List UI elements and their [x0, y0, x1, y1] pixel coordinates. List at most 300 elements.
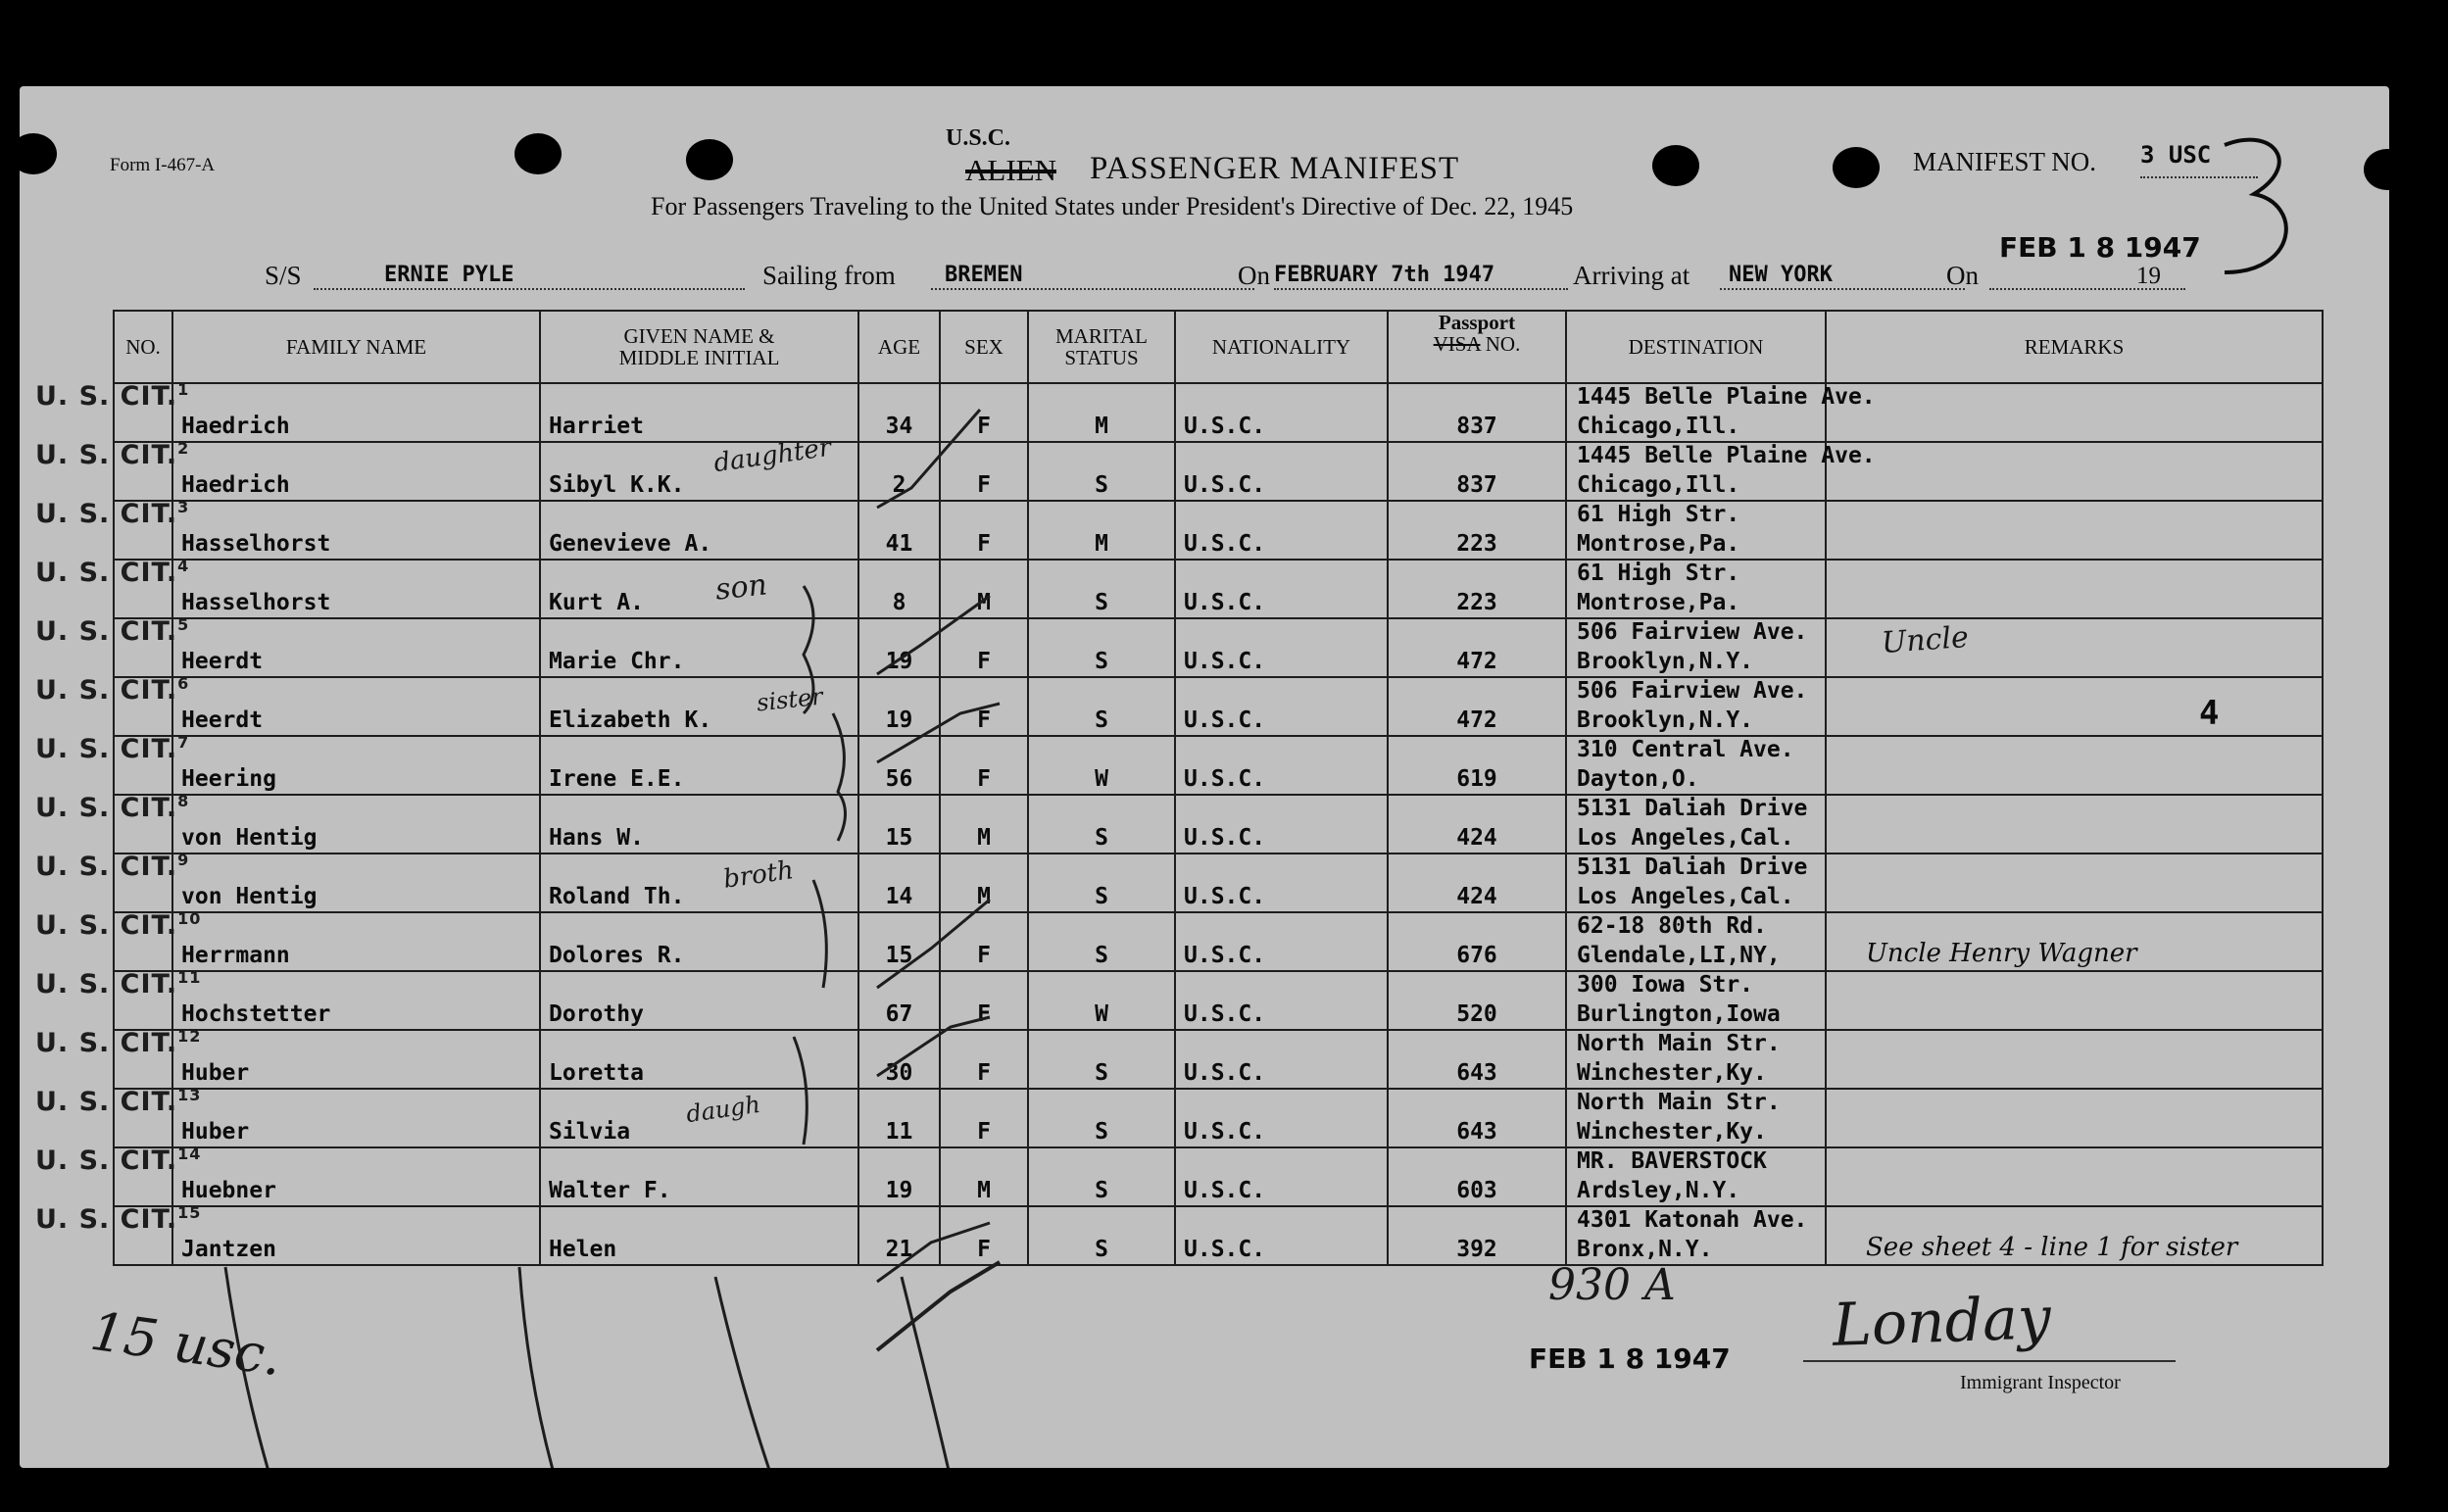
row-number: 7 — [177, 733, 190, 752]
cell-family-name — [172, 795, 540, 854]
cell-marital-text: S — [1095, 825, 1108, 851]
cell-sex-text: F — [977, 1119, 991, 1145]
col-nationality: NATIONALITY — [1175, 311, 1388, 383]
on2-label: On — [1946, 261, 1979, 290]
cell-destination — [1566, 560, 1826, 618]
citizen-marker-text: U. S. CIT. — [35, 440, 178, 470]
cell-given-name-text: Genevieve A. — [549, 531, 712, 557]
cell-marital — [1028, 736, 1175, 795]
cell-age-text: 41 — [885, 531, 913, 557]
col-no: NO. — [114, 311, 172, 383]
cell-remarks — [1826, 383, 2323, 442]
cell-remarks — [1826, 1089, 2323, 1147]
cell-sex-text: M — [977, 1178, 991, 1203]
destination-line-1: 300 Iowa Str. — [1577, 972, 1754, 998]
row-number: 12 — [177, 1027, 202, 1046]
destination-line-2: Montrose,Pa. — [1577, 590, 1740, 615]
cell-destination — [1566, 383, 1876, 442]
cell-passport — [1388, 383, 1566, 442]
cell-nationality-text: U.S.C. — [1184, 649, 1266, 674]
destination-line-2: Chicago,Ill. — [1577, 414, 1740, 439]
annotation-sister: sister — [755, 682, 824, 717]
arrival-underline — [1720, 288, 1965, 290]
destination-line-2: Glendale,LI,NY, — [1577, 943, 1781, 968]
cell-nationality-text: U.S.C. — [1184, 766, 1266, 792]
cell-passport — [1388, 442, 1566, 501]
destination-line-2: Chicago,Ill. — [1577, 472, 1740, 498]
citizen-marker — [35, 733, 189, 764]
cell-nationality — [1175, 618, 1388, 677]
cell-given-name-text: Walter F. — [549, 1178, 671, 1203]
cell-marital — [1028, 501, 1175, 560]
cell-nationality-text: U.S.C. — [1184, 590, 1266, 615]
cell-passport — [1388, 1089, 1566, 1147]
cell-age-text: 15 — [885, 825, 913, 851]
cell-remarks — [1826, 442, 2323, 501]
cell-destination — [1566, 971, 1826, 1030]
destination-line-2: Dayton,O. — [1577, 766, 1699, 792]
destination-line-1: 61 High Str. — [1577, 561, 1740, 586]
cell-marital — [1028, 912, 1175, 971]
cell-nationality — [1175, 383, 1388, 442]
cell-marital — [1028, 383, 1175, 442]
cell-passport-text: 424 — [1456, 884, 1497, 909]
cell-marital-text: M — [1095, 531, 1108, 557]
cell-marital — [1028, 1030, 1175, 1089]
table-row — [114, 1206, 2323, 1265]
cell-marital — [1028, 971, 1175, 1030]
manifest-number: 3 USC — [2140, 141, 2212, 169]
destination-line-1: 310 Central Ave. — [1577, 737, 1794, 762]
row-number: 11 — [177, 968, 202, 987]
cell-family-name — [172, 1030, 540, 1089]
cell-destination — [1566, 1030, 1826, 1089]
citizen-marker — [35, 851, 189, 882]
cell-marital-text: W — [1095, 766, 1108, 792]
punch-hole — [514, 133, 562, 174]
cell-age-text: 67 — [885, 1001, 913, 1027]
cell-given-name-text: Roland Th. — [549, 884, 685, 909]
cell-passport — [1388, 1147, 1566, 1206]
cell-age-text: 19 — [885, 1178, 913, 1203]
cell-remarks — [1826, 854, 2323, 912]
cell-family-name-text: von Hentig — [181, 825, 318, 851]
cell-passport — [1388, 736, 1566, 795]
on-label: On — [1238, 261, 1270, 290]
table-row — [114, 971, 2323, 1030]
cell-passport — [1388, 677, 1566, 736]
cell-remarks-text: 4 — [2199, 694, 2220, 733]
cell-family-name-text: Huber — [181, 1060, 250, 1086]
cell-marital — [1028, 618, 1175, 677]
annotation-son: son — [713, 567, 769, 608]
year-prefix: 19 — [2136, 263, 2161, 289]
cell-given-name-text: Hans W. — [549, 825, 644, 851]
cell-remarks — [1826, 501, 2323, 560]
citizen-marker — [35, 498, 189, 529]
cell-given-name — [540, 383, 858, 442]
cell-family-name-text: Hasselhorst — [181, 531, 331, 557]
cell-passport — [1388, 795, 1566, 854]
cell-nationality — [1175, 795, 1388, 854]
cell-age-text: 14 — [885, 884, 913, 909]
col-passport-bottom — [1389, 333, 1565, 355]
cell-age-text: 30 — [885, 1060, 913, 1086]
cell-passport-text: 837 — [1456, 414, 1497, 439]
manifest-label: MANIFEST NO. — [1913, 147, 2097, 176]
destination-line-2: Bronx,N.Y. — [1577, 1237, 1713, 1262]
col-passport-top: Passport — [1438, 311, 1516, 334]
cell-marital-text: S — [1095, 1237, 1108, 1262]
cell-marital-text: S — [1095, 649, 1108, 674]
row-number: 2 — [177, 439, 190, 458]
citizen-marker-text: U. S. CIT. — [35, 734, 178, 764]
col-marital-line2: STATUS — [1064, 346, 1139, 369]
cell-marital-text: S — [1095, 472, 1108, 498]
row-number: 3 — [177, 498, 190, 516]
cell-nationality-text: U.S.C. — [1184, 1060, 1266, 1086]
destination-line-1: 62-18 80th Rd. — [1577, 913, 1767, 939]
signature-line — [1803, 1360, 2176, 1362]
sailing-label: Sailing from — [762, 261, 896, 290]
date-underline — [1274, 288, 1568, 290]
cell-age-text: 2 — [892, 472, 906, 498]
citizen-marker-text: U. S. CIT. — [35, 675, 178, 706]
cell-family-name — [172, 1206, 540, 1265]
cell-nationality-text: U.S.C. — [1184, 943, 1266, 968]
destination-line-1: 5131 Daliah Drive — [1577, 854, 1808, 880]
citizen-marker — [35, 1027, 201, 1058]
struck-title-word: ALIEN — [965, 153, 1056, 187]
cell-family-name — [172, 854, 540, 912]
citizen-marker-text: U. S. CIT. — [35, 910, 178, 941]
cell-family-name-text: Heerdt — [181, 707, 264, 733]
annotation-uncle: Uncle — [1880, 619, 1970, 661]
cell-family-name-text: Huber — [181, 1119, 250, 1145]
cell-destination — [1566, 795, 1826, 854]
row-number: 9 — [177, 851, 190, 869]
cell-marital-text: W — [1095, 1001, 1108, 1027]
annotation-brother: broth — [721, 855, 796, 895]
manifest-handwritten-3 — [2205, 125, 2313, 282]
col-marital-line1: MARITAL — [1055, 324, 1148, 348]
table-row — [114, 736, 2323, 795]
table-row — [114, 618, 2323, 677]
cell-nationality-text: U.S.C. — [1184, 1178, 1266, 1203]
pen-strokes — [196, 1257, 1000, 1468]
cell-family-name-text: Haedrich — [181, 472, 290, 498]
col-destination: DESTINATION — [1566, 311, 1826, 383]
table-row — [114, 912, 2323, 971]
cell-passport-text: 676 — [1456, 943, 1497, 968]
cell-family-name-text: Hochstetter — [181, 1001, 331, 1027]
cell-age-text: 19 — [885, 649, 913, 674]
cell-sex-text: M — [977, 590, 991, 615]
table-row — [114, 795, 2323, 854]
punch-hole — [20, 133, 57, 174]
table-row — [114, 383, 2323, 442]
citizen-marker — [35, 792, 189, 823]
annotation-daughter-2: daugh — [684, 1090, 762, 1129]
citizen-marker-text: U. S. CIT. — [35, 1204, 178, 1235]
table-row — [114, 560, 2323, 618]
col-passport-no: NO. — [1485, 332, 1521, 356]
cell-remarks — [1826, 677, 2323, 736]
cell-destination — [1566, 1206, 1826, 1265]
cell-given-name-text: Helen — [549, 1237, 617, 1262]
cell-marital-text: S — [1095, 943, 1108, 968]
cell-passport — [1388, 971, 1566, 1030]
manifest-sheet — [20, 86, 2389, 1468]
cell-family-name-text: Heering — [181, 766, 276, 792]
cell-sex-text: F — [977, 1237, 991, 1262]
cell-given-name-text: Elizabeth K. — [549, 707, 712, 733]
ss-label: S/S — [265, 261, 302, 290]
citizen-marker — [35, 380, 189, 412]
cell-nationality-text: U.S.C. — [1184, 414, 1266, 439]
punch-hole — [686, 139, 733, 180]
cell-nationality-text: U.S.C. — [1184, 884, 1266, 909]
citizen-marker-text: U. S. CIT. — [35, 852, 178, 882]
cell-sex-text: M — [977, 825, 991, 851]
cell-marital-text: S — [1095, 884, 1108, 909]
ship-name: ERNIE PYLE — [384, 263, 514, 287]
destination-line-1: 5131 Daliah Drive — [1577, 796, 1808, 821]
destination-line-2: Winchester,Ky. — [1577, 1119, 1767, 1145]
manifest-table — [113, 310, 2324, 1266]
cell-given-name-text: Marie Chr. — [549, 649, 685, 674]
row-number: 15 — [177, 1203, 202, 1222]
cell-sex-text: F — [977, 943, 991, 968]
destination-line-2: Winchester,Ky. — [1577, 1060, 1767, 1086]
cell-age-text: 21 — [885, 1237, 913, 1262]
cell-passport-text: 643 — [1456, 1060, 1497, 1086]
cell-family-name-text: Hasselhorst — [181, 590, 331, 615]
cell-given-name-text: Kurt A. — [549, 590, 644, 615]
footer-date-stamp: FEB 1 8 1947 — [1529, 1342, 1731, 1375]
cell-age-text: 34 — [885, 414, 913, 439]
cell-nationality-text: U.S.C. — [1184, 1237, 1266, 1262]
cell-passport — [1388, 560, 1566, 618]
cell-remarks — [1826, 795, 2323, 854]
cell-nationality — [1175, 912, 1388, 971]
cell-given-name — [540, 1206, 858, 1265]
punch-hole — [2364, 149, 2389, 190]
cell-passport — [1388, 1030, 1566, 1089]
destination-line-1: 506 Fairview Ave. — [1577, 678, 1808, 704]
cell-destination — [1566, 1147, 1826, 1206]
cell-marital-text: S — [1095, 1119, 1108, 1145]
cell-destination — [1566, 912, 1826, 971]
citizen-marker — [35, 674, 189, 706]
cell-family-name — [172, 560, 540, 618]
cell-marital-text: S — [1095, 1178, 1108, 1203]
check-marks — [872, 400, 1039, 1360]
cell-given-name-text: Irene E.E. — [549, 766, 685, 792]
punch-hole — [1833, 147, 1880, 188]
cell-nationality-text: U.S.C. — [1184, 472, 1266, 498]
table-body — [114, 383, 2323, 1265]
cell-sex-text: F — [977, 766, 991, 792]
cell-family-name — [172, 1147, 540, 1206]
cell-family-name — [172, 383, 540, 442]
cell-passport-text: 643 — [1456, 1119, 1497, 1145]
cell-sex-text: F — [977, 1001, 991, 1027]
cell-family-name-text: Herrmann — [181, 943, 290, 968]
cell-nationality — [1175, 971, 1388, 1030]
cell-destination — [1566, 854, 1826, 912]
cell-remarks — [1826, 560, 2323, 618]
cell-passport-text: 392 — [1456, 1237, 1497, 1262]
col-sex: SEX — [940, 311, 1028, 383]
table-row — [114, 1030, 2323, 1089]
cell-sex-text: M — [977, 884, 991, 909]
cell-sex-text: F — [977, 531, 991, 557]
cell-passport-text: 472 — [1456, 649, 1497, 674]
col-age: AGE — [858, 311, 940, 383]
destination-line-1: 61 High Str. — [1577, 502, 1740, 527]
cell-nationality-text: U.S.C. — [1184, 1119, 1266, 1145]
citizen-marker-text: U. S. CIT. — [35, 1028, 178, 1058]
usc-stamp: U.S.C. — [946, 125, 1011, 151]
cell-family-name-text: Jantzen — [181, 1237, 276, 1262]
cell-given-name-text: Dolores R. — [549, 943, 685, 968]
citizen-marker-text: U. S. CIT. — [35, 499, 178, 529]
cell-remarks-text: See sheet 4 - line 1 for sister — [1866, 1233, 2238, 1262]
cell-remarks — [1826, 736, 2323, 795]
form-subtitle: For Passengers Traveling to the United States under President's Directive of Dec. 22, 1945 — [651, 192, 1574, 220]
cell-age-text: 19 — [885, 707, 913, 733]
col-given-line1: GIVEN NAME & — [623, 324, 775, 348]
col-passport-struck: VISA — [1433, 332, 1481, 356]
table-row — [114, 677, 2323, 736]
citizen-marker — [35, 439, 189, 470]
cell-nationality — [1175, 1030, 1388, 1089]
destination-line-1: 1445 Belle Plaine Ave. — [1577, 384, 1876, 410]
cell-marital — [1028, 677, 1175, 736]
cell-destination — [1566, 442, 1876, 501]
cell-age-text: 11 — [885, 1119, 913, 1145]
cell-nationality — [1175, 560, 1388, 618]
table-row — [114, 1089, 2323, 1147]
cell-given-name-text: Harriet — [549, 414, 644, 439]
cell-marital — [1028, 795, 1175, 854]
cell-given-name-text: Silvia — [549, 1119, 631, 1145]
arrival-port: NEW YORK — [1729, 263, 1833, 287]
cell-passport — [1388, 854, 1566, 912]
row-number: 8 — [177, 792, 190, 810]
cell-passport — [1388, 1206, 1566, 1265]
cell-marital — [1028, 560, 1175, 618]
cell-family-name-text: Huebner — [181, 1178, 276, 1203]
col-given-name — [540, 311, 858, 383]
cell-passport — [1388, 618, 1566, 677]
inspector-label: Immigrant Inspector — [1960, 1372, 2121, 1393]
cell-passport-text: 424 — [1456, 825, 1497, 851]
destination-line-1: MR. BAVERSTOCK — [1577, 1148, 1767, 1174]
inspector-signature: Londay — [1831, 1284, 2052, 1360]
ship-underline — [314, 288, 745, 290]
destination-line-1: 1445 Belle Plaine Ave. — [1577, 443, 1876, 468]
cell-sex-text: F — [977, 1060, 991, 1086]
cell-passport-text: 619 — [1456, 766, 1497, 792]
cell-passport-text: 837 — [1456, 472, 1497, 498]
col-given-line2: MIDDLE INITIAL — [618, 346, 780, 369]
cell-marital — [1028, 854, 1175, 912]
destination-line-2: Los Angeles,Cal. — [1577, 884, 1794, 909]
port-underline — [931, 288, 1254, 290]
cell-given-name-text: Loretta — [549, 1060, 644, 1086]
cell-family-name-text: Heerdt — [181, 649, 264, 674]
cell-nationality — [1175, 442, 1388, 501]
row-number: 14 — [177, 1145, 202, 1163]
cell-family-name — [172, 442, 540, 501]
cell-family-name-text: Haedrich — [181, 414, 290, 439]
cell-family-name — [172, 1089, 540, 1147]
destination-line-1: 4301 Katonah Ave. — [1577, 1207, 1808, 1233]
cell-marital-text: S — [1095, 1060, 1108, 1086]
sailing-date: FEBRUARY 7th 1947 — [1274, 263, 1495, 287]
cell-destination — [1566, 1089, 1826, 1147]
cell-nationality-text: U.S.C. — [1184, 531, 1266, 557]
cell-family-name — [172, 677, 540, 736]
destination-line-2: Ardsley,N.Y. — [1577, 1178, 1740, 1203]
arriving-label: Arriving at — [1573, 261, 1690, 290]
row-number: 1 — [177, 380, 190, 399]
citizen-marker-text: U. S. CIT. — [35, 1087, 178, 1117]
destination-line-2: Los Angeles,Cal. — [1577, 825, 1794, 851]
cell-remarks — [1826, 971, 2323, 1030]
citizen-marker — [35, 557, 189, 588]
row-number: 13 — [177, 1086, 202, 1104]
table-header — [114, 311, 2323, 383]
received-date-stamp: FEB 1 8 1947 — [1999, 231, 2201, 264]
cell-remarks-text: Uncle Henry Wagner — [1866, 939, 2137, 968]
table-row — [114, 1147, 2323, 1206]
col-marital — [1028, 311, 1175, 383]
cell-nationality — [1175, 1206, 1388, 1265]
citizen-marker-text: U. S. CIT. — [35, 969, 178, 1000]
cell-marital-text: S — [1095, 590, 1108, 615]
cell-nationality — [1175, 1147, 1388, 1206]
cell-marital — [1028, 1147, 1175, 1206]
cell-age-text: 8 — [892, 590, 906, 615]
cell-remarks — [1826, 912, 2323, 971]
cell-marital — [1028, 1089, 1175, 1147]
cell-remarks — [1826, 1206, 2323, 1265]
destination-line-2: Burlington,Iowa — [1577, 1001, 1781, 1027]
annotation-daughter: daughter — [711, 432, 834, 479]
form-title: PASSENGER MANIFEST — [1090, 151, 1460, 186]
cell-passport-text: 223 — [1456, 531, 1497, 557]
cell-age-text: 56 — [885, 766, 913, 792]
cell-nationality — [1175, 501, 1388, 560]
citizen-marker — [35, 909, 201, 941]
handwritten-count: 15 usc. — [86, 1299, 286, 1389]
destination-line-1: North Main Str. — [1577, 1090, 1781, 1115]
cell-family-name — [172, 912, 540, 971]
citizen-marker-text: U. S. CIT. — [35, 793, 178, 823]
cell-sex-text: F — [977, 649, 991, 674]
cell-remarks — [1826, 1147, 2323, 1206]
col-remarks: REMARKS — [1826, 311, 2323, 383]
col-family-name: FAMILY NAME — [172, 311, 540, 383]
family-brackets — [784, 576, 853, 1184]
cell-sex-text: F — [977, 707, 991, 733]
cell-marital-text: S — [1095, 707, 1108, 733]
row-number: 10 — [177, 909, 202, 928]
cell-nationality-text: U.S.C. — [1184, 707, 1266, 733]
